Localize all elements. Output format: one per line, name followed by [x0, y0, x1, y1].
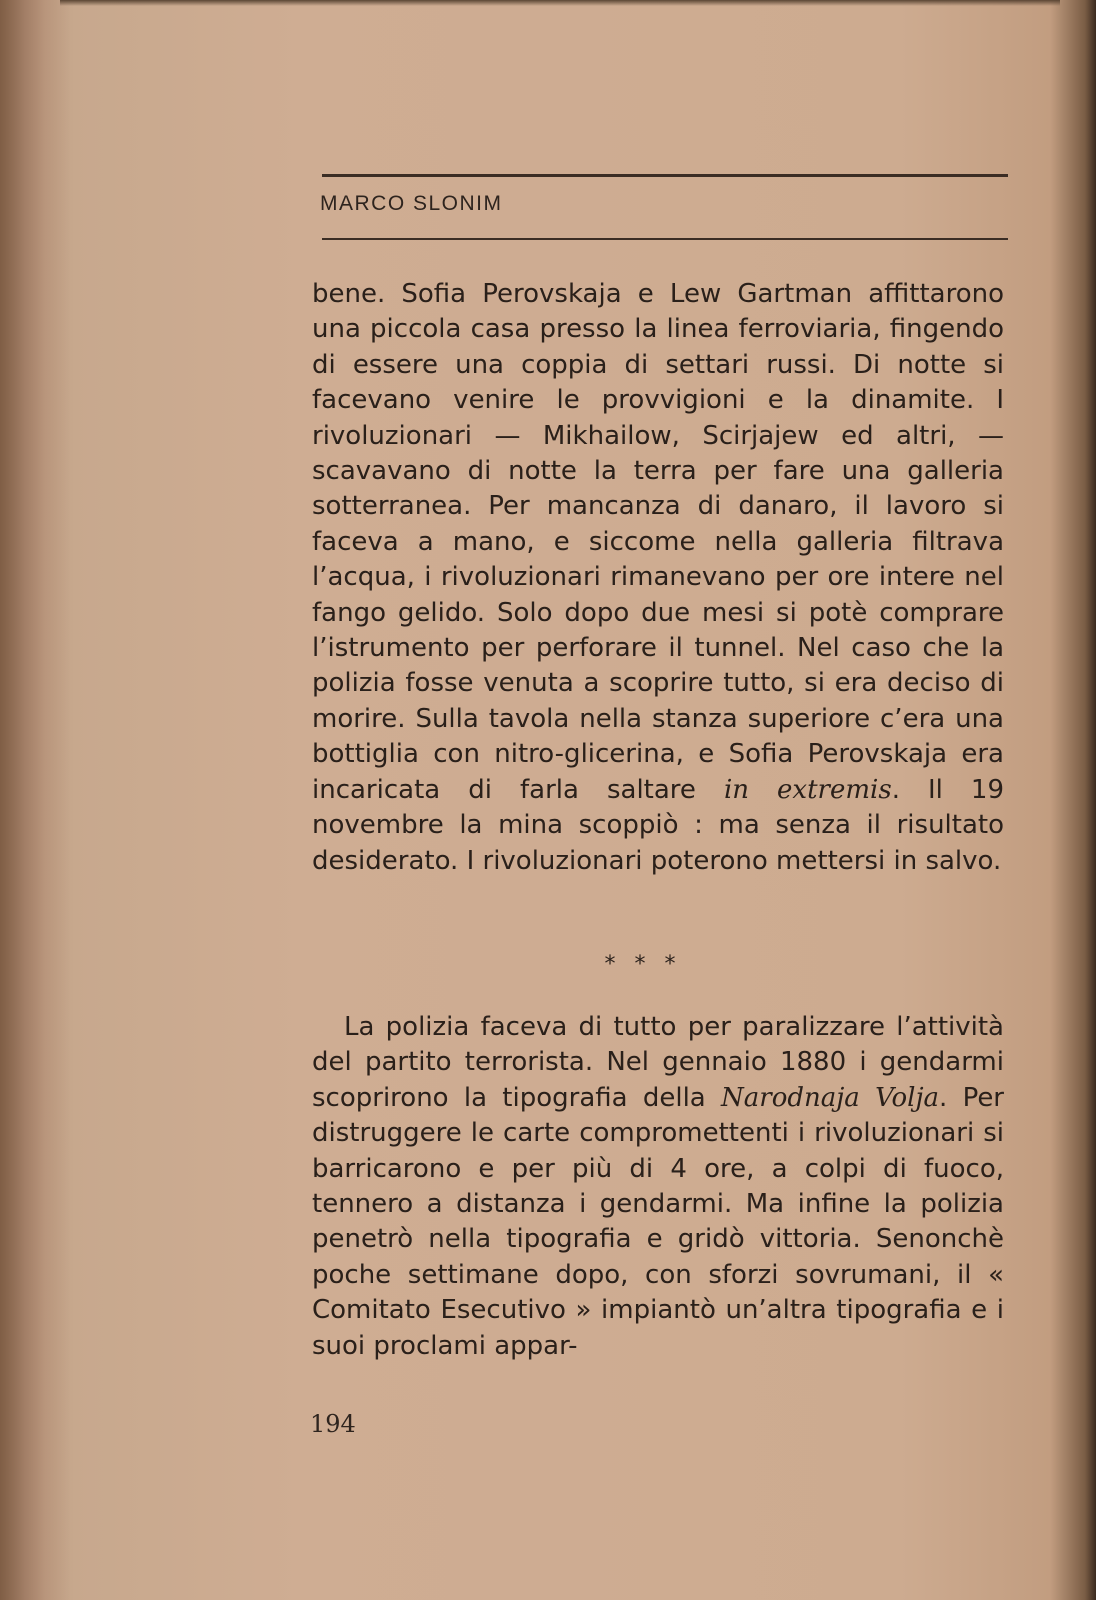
header-rule-bottom — [322, 238, 1008, 240]
header-rule-top — [322, 174, 1008, 177]
spine-shadow — [0, 0, 75, 1600]
section-break-asterism: * * * — [604, 952, 682, 977]
running-head: MARCO SLONIM — [320, 192, 503, 215]
paragraph-2-italic: Narodnaja Volja — [721, 1082, 940, 1113]
paragraph-1-text-a: bene. Sofia Perovskaja e Lew Gartman affittarono una piccola casa presso la linea ferroviaria, fingendo di essere una coppia di settari russi. Di notte si facevano venire le provvigioni e la dinamite. I rivoluzionari — Mikhailow, Scirjajew ed altri, — scavavano di notte la terra per fare una galleria sotterranea. Per mancanza di danaro, il lavoro si faceva a mano, e siccome nella galleria filtrava l’acqua, i rivoluzionari rimanevano per ore intere nel fango gelido. Solo dopo due mesi si potè comprare l’istrumento per perforare il tunnel. Nel caso che la polizia fosse venuta a scoprire tutto, si era deciso di morire. Sulla tavola nella stanza superiore c’era una bottiglia con nitro-glicerina, e Sofia Perovskaja era incaricata di farla saltare — [312, 279, 1004, 805]
page-top-edge — [60, 0, 1060, 6]
paragraph-1-italic: in extremis — [723, 774, 892, 805]
paragraph-1 — [312, 277, 1004, 879]
page-number: 194 — [310, 1410, 356, 1438]
paragraph-2-text-a: La polizia faceva di tutto per paralizzare l’attività del partito terrorista. Nel gennaio 1880 i gendarmi scoprirono la tipografia della — [312, 1012, 1004, 1113]
paragraph-2-text-b: . Per distruggere le carte compromettenti i rivoluzionari si barricarono e per più di 4 ore, a colpi di fuoco, tennero a distanza i gendarmi. Ma infine la polizia penetrò nella tipografia e gridò vittoria. Senonchè poche settimane dopo, con sforzi sovrumani, il « Comitato Esecutivo » impiantò un’altra tipografia e i suoi proclami appar- — [312, 1082, 1005, 1361]
paragraph-2 — [312, 1010, 1004, 1364]
paragraph-1-text-b: . Il 19 novembre la mina scoppiò : ma senza il risultato desiderato. I rivoluzionari poterono mettersi in salvo. — [312, 774, 1005, 876]
